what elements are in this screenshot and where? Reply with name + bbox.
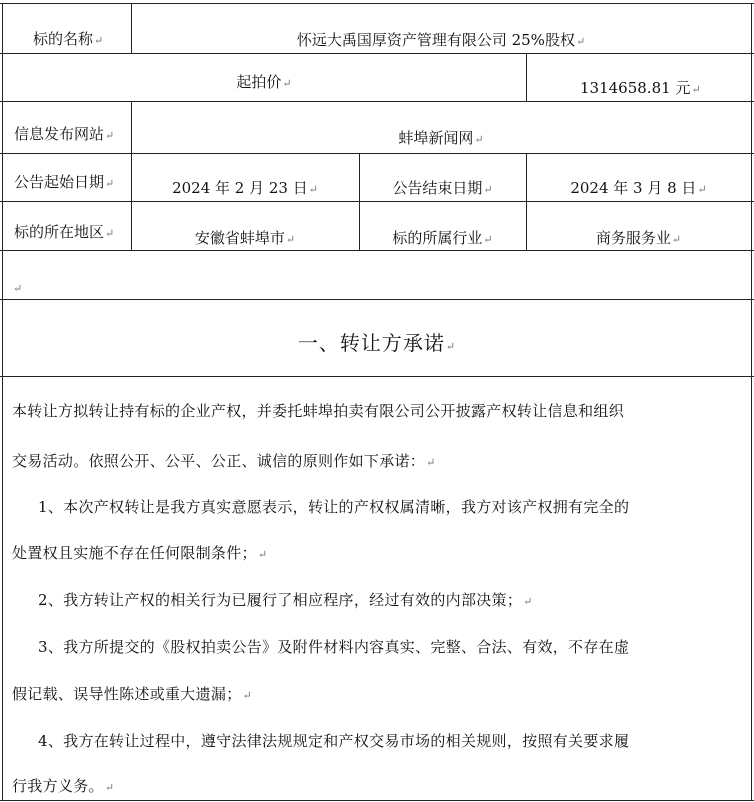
commitment-1-line-2: 处置权且实施不存在任何限制条件；↵: [12, 544, 268, 562]
commitment-1-line-1: 1、本次产权转让是我方真实意愿表示，转让的产权权属清晰，我方对该产权拥有完全的: [38, 498, 630, 516]
table-border: [0, 3, 754, 4]
industry-value: 商务服务业↵: [595, 229, 682, 247]
table-border: [0, 376, 754, 377]
start-price-value: 1314658.81 元↵: [580, 79, 701, 97]
table-border: [0, 250, 754, 251]
table-border: [0, 53, 754, 54]
start-date-label: 公告起始日期↵: [14, 173, 115, 191]
commitment-3-line-2: 假记载、误导性陈述或重大遗漏；↵: [12, 685, 253, 703]
table-border: [0, 153, 754, 154]
table-border: [2, 3, 3, 801]
commitment-4-line-2: 行我方义务。↵: [12, 777, 115, 795]
table-border: [526, 53, 527, 101]
subject-name-value: 怀远大禹国厚资产管理有限公司 25%股权↵: [296, 31, 586, 49]
table-border: [0, 201, 754, 202]
section-title: 一、转让方承诺↵: [297, 331, 457, 355]
website-label: 信息发布网站↵: [14, 125, 115, 143]
table-border: [0, 800, 754, 801]
empty-paragraph-mark: ↵: [13, 282, 23, 295]
intro-paragraph-line-2: 交易活动。依照公开、公平、公正、诚信的原则作如下承诺：↵: [12, 452, 436, 470]
region-value: 安徽省蚌埠市↵: [194, 229, 296, 247]
region-label: 标的所在地区↵: [14, 223, 115, 241]
intro-paragraph-line-1: 本转让方拟转让持有标的企业产权，并委托蚌埠拍卖有限公司公开披露产权转让信息和组织: [12, 402, 625, 420]
table-border: [0, 101, 754, 102]
commitment-2: 2、我方转让产权的相关行为已履行了相应程序，经过有效的内部决策；↵: [38, 591, 533, 609]
end-date-label: 公告结束日期↵: [392, 179, 493, 197]
start-price-label: 起拍价↵: [236, 73, 292, 91]
end-date-value: 2024 年 3 月 8 日↵: [570, 179, 707, 197]
start-date-value: 2024 年 2 月 23 日↵: [172, 179, 318, 197]
industry-label: 标的所属行业↵: [392, 229, 493, 247]
website-value: 蚌埠新闻网↵: [398, 129, 484, 147]
table-border: [0, 299, 754, 300]
commitment-3-line-1: 3、我方所提交的《股权拍卖公告》及附件材料内容真实、完整、合法、有效，不存在虚: [38, 638, 630, 656]
subject-name-label: 标的名称↵: [33, 30, 104, 48]
commitment-4-line-1: 4、我方在转让过程中，遵守法律法规规定和产权交易市场的相关规则，按照有关要求履: [38, 732, 630, 750]
table-border: [751, 3, 752, 801]
